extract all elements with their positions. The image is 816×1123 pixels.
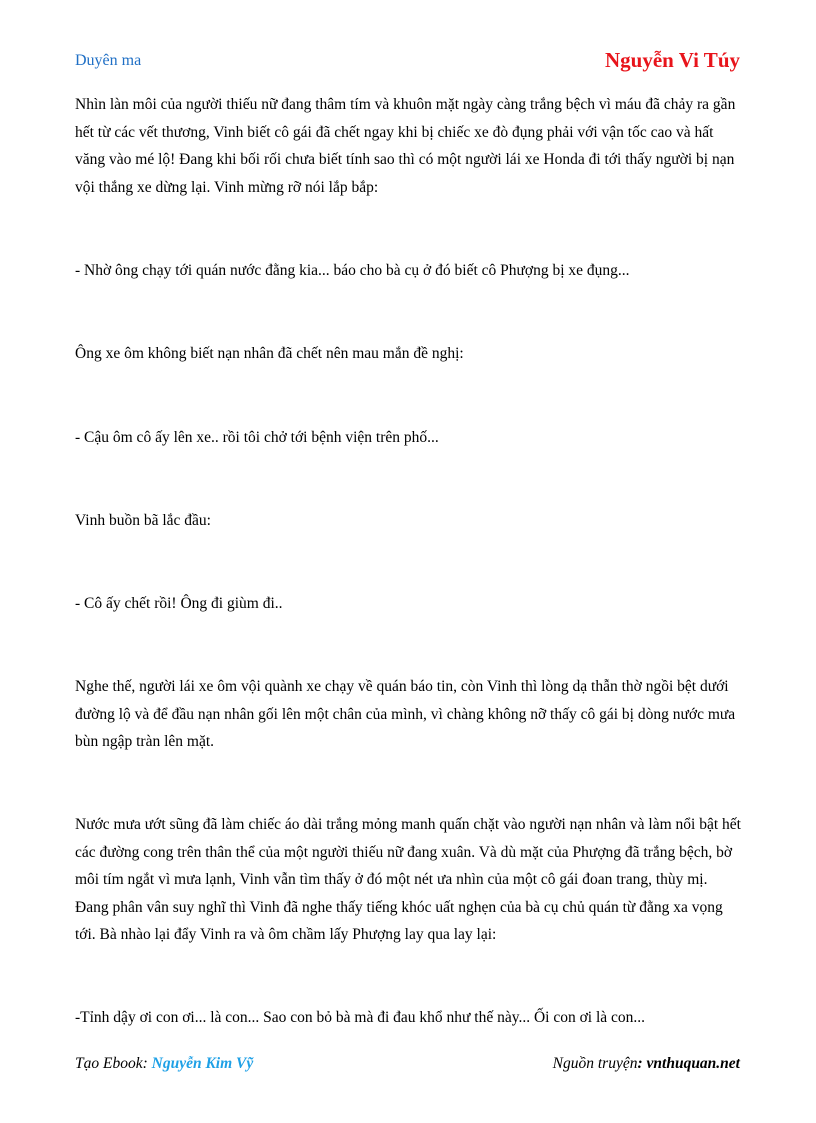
source-site: vnthuquan.net bbox=[646, 1055, 740, 1072]
paragraph-6: - Cô ấy chết rồi! Ông đi giùm đi.. bbox=[75, 595, 283, 612]
ebook-separator: : bbox=[142, 1055, 152, 1072]
source-separator: : bbox=[637, 1055, 647, 1072]
paragraph-7: Nghe thế, người lái xe ôm vội quành xe chạy về quán báo tin, còn Vinh thì lòng dạ thẫn thờ ngồi bệt dưới đường lộ và để đầu nạn nhân gối lên một chân của mình, vì chàng không nỡ thấy cô gái bị dòng nước mưa bùn ngập tràn lên mặt. bbox=[75, 678, 736, 750]
paragraph-1: Nhìn làn môi của người thiếu nữ đang thâm tím và khuôn mặt ngày càng trắng bệch vì máu đã chảy ra gần hết từ các vết thương, Vinh biết cô gái đã chết ngay khi bị chiếc xe đò đụng phải với vận tốc cao và hất văng vào mé lộ! Đang khi bối rối chưa biết tính sao thì có một người lái xe Honda đi tới thấy người bị nạn vội thắng xe dừng lại. Vinh mừng rỡ nói lắp bắp: bbox=[75, 96, 736, 196]
ebook-creator: Nguyễn Kim Vỹ bbox=[151, 1055, 254, 1072]
source-label: Nguồn truyện bbox=[552, 1055, 638, 1072]
ebook-label: Tạo Ebook bbox=[75, 1055, 143, 1072]
source-credit bbox=[553, 1055, 740, 1073]
paragraph-4: - Cậu ôm cô ấy lên xe.. rồi tôi chở tới bệnh viện trên phố... bbox=[75, 429, 439, 446]
paragraph-8: Nước mưa ướt sũng đã làm chiếc áo dài trắng mỏng manh quấn chặt vào người nạn nhân và làm nổi bật hết các đường cong trên thân thể của một người thiếu nữ đang xuân. Và dù mặt của Phượng đã trắng bệch, bờ môi tím ngắt vì mưa lạnh, Vinh vẫn tìm thấy ở đó một nét ưa nhìn của một cô gái đoan trang, thùy mị. Đang phân vân suy nghĩ thì Vinh đã nghe thấy tiếng khóc uất nghẹn của bà cụ chủ quán từ đằng xa vọng tới. Bà nhào lại đẩy Vinh ra và ôm chầm lấy Phượng lay qua lay lại: bbox=[75, 816, 741, 943]
paragraph-9: -Tỉnh dậy ơi con ơi... là con... Sao con bỏ bà mà đi đau khổ như thế này... Ối con ơi là con... bbox=[75, 1009, 646, 1026]
ebook-credit bbox=[75, 1055, 253, 1073]
book-title: Duyên ma bbox=[75, 52, 142, 69]
paragraph-2: - Nhờ ông chạy tới quán nước đằng kia... báo cho bà cụ ở đó biết cô Phượng bị xe đụng... bbox=[75, 262, 630, 279]
paragraph-5: Vinh buồn bã lắc đầu: bbox=[75, 512, 211, 529]
author-name: Nguyễn Vi Túy bbox=[605, 48, 740, 72]
paragraph-3: Ông xe ôm không biết nạn nhân đã chết nên mau mắn đề nghị: bbox=[75, 345, 464, 362]
